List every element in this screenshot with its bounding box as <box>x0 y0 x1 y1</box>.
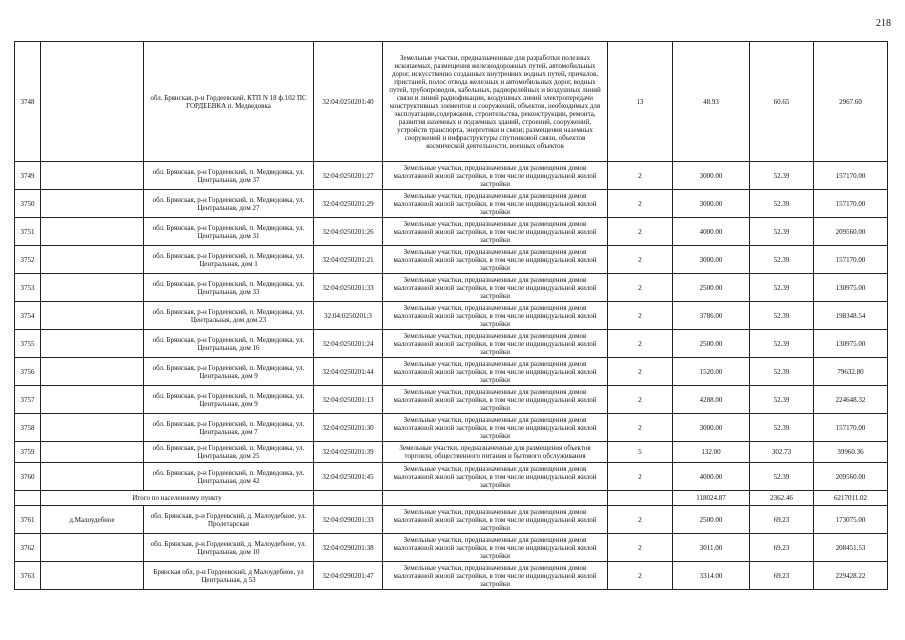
rate-cell: 52.39 <box>750 330 814 358</box>
cadastral-number-cell: 32:04:0250201:45 <box>314 463 383 491</box>
locality-cell <box>41 463 144 491</box>
cadastral-value-cell: 157170.00 <box>814 414 888 442</box>
locality-cell <box>41 414 144 442</box>
group-cell: 2 <box>608 463 673 491</box>
row-number: 3752 <box>15 246 41 274</box>
cadastral-value-cell: 2967.60 <box>814 42 888 162</box>
rate-cell: 52.39 <box>750 414 814 442</box>
row-number: 3750 <box>15 190 41 218</box>
total-empty-cell <box>383 491 608 506</box>
group-cell: 2 <box>608 190 673 218</box>
land-use-cell: Земельные участки, предназначенные для размещения домов малоэтажной жилой застройки, в том числе индивидуальной жилой застройки <box>383 218 608 246</box>
locality-cell <box>41 534 144 562</box>
cadastral-number-cell: 32:04:0250201:30 <box>314 414 383 442</box>
group-cell: 2 <box>608 274 673 302</box>
row-number: 3748 <box>15 42 41 162</box>
table-row <box>15 534 888 562</box>
area-cell: 3786.00 <box>673 302 750 330</box>
table-row <box>15 358 888 386</box>
group-cell: 2 <box>608 386 673 414</box>
area-cell: 3000.00 <box>673 414 750 442</box>
locality-cell <box>41 442 144 463</box>
rate-cell: 52.39 <box>750 162 814 190</box>
row-number: 3749 <box>15 162 41 190</box>
cadastral-value-cell: 229428.22 <box>814 562 888 590</box>
land-use-cell: Земельные участки, предназначенные для размещения домов малоэтажной жилой застройки, в том числе индивидуальной жилой застройки <box>383 190 608 218</box>
group-cell: 5 <box>608 442 673 463</box>
address-cell: обл. Брянская, р-н Гордеевский, п. Медведовка, ул. Центральная, дом 9 <box>144 386 314 414</box>
land-use-cell: Земельные участки, предназначенные для размещения домов малоэтажной жилой застройки, в том числе индивидуальной жилой застройки <box>383 246 608 274</box>
cadastral-value-cell: 157170.00 <box>814 190 888 218</box>
area-cell: 3000.00 <box>673 162 750 190</box>
row-number: 3758 <box>15 414 41 442</box>
total-value: 6217011.02 <box>814 491 888 506</box>
cadastral-number-cell: 32:04:0250201:26 <box>314 218 383 246</box>
group-cell: 13 <box>608 42 673 162</box>
table-row <box>15 302 888 330</box>
address-cell: обл. Брянская, р-н Гордеевский, п. Медведовка, ул. Центральная, дом 7 <box>144 414 314 442</box>
group-cell: 2 <box>608 414 673 442</box>
cadastral-value-cell: 209560.00 <box>814 218 888 246</box>
group-cell: 2 <box>608 302 673 330</box>
row-number: 3757 <box>15 386 41 414</box>
locality-cell <box>41 302 144 330</box>
group-cell: 2 <box>608 218 673 246</box>
table-row <box>15 562 888 590</box>
cadastral-number-cell: 32:04:0250201:13 <box>314 386 383 414</box>
total-row <box>15 491 888 506</box>
cadastral-value-cell: 157170.00 <box>814 162 888 190</box>
cadastral-value-cell: 39960.36 <box>814 442 888 463</box>
land-use-cell: Земельные участки, предназначенные для размещения домов малоэтажной жилой застройки, в том числе индивидуальной жилой застройки <box>383 330 608 358</box>
table-row <box>15 42 888 162</box>
area-cell: 132.00 <box>673 442 750 463</box>
cadastral-value-cell: 79632.80 <box>814 358 888 386</box>
locality-cell <box>41 218 144 246</box>
cadastral-value-cell: 224648.32 <box>814 386 888 414</box>
cadastral-number-cell: 32:04:0250201:29 <box>314 190 383 218</box>
table-row <box>15 190 888 218</box>
area-cell: 2500.00 <box>673 274 750 302</box>
locality-cell <box>41 330 144 358</box>
cadastral-number-cell: 32:04:0290201:47 <box>314 562 383 590</box>
rate-cell: 52.39 <box>750 463 814 491</box>
table-row <box>15 246 888 274</box>
total-area: 118024.87 <box>673 491 750 506</box>
row-number: 3755 <box>15 330 41 358</box>
land-use-cell: Земельные участки, предназначенные для размещения объектов торговли, общественного питания и бытового обслуживания <box>383 442 608 463</box>
address-cell: обл. Брянская, р-н Гордеевский, д. Малоудебное, ул. Пролетарская <box>144 506 314 534</box>
page-number: 218 <box>876 18 891 29</box>
total-empty-cell <box>15 491 41 506</box>
area-cell: 1520.00 <box>673 358 750 386</box>
table-row <box>15 463 888 491</box>
land-use-cell: Земельные участки, предназначенные для размещения домов малоэтажной жилой застройки, в том числе индивидуальной жилой застройки <box>383 386 608 414</box>
address-cell: обл. Брянская, р-н Гордеевский, п. Медведовка, ул. Центральная, дом 9 <box>144 358 314 386</box>
address-cell: обл. Брянская, р-н Гордеевский, п. Медведовка, ул. Центральная, дом 37 <box>144 162 314 190</box>
area-cell: 3000.00 <box>673 190 750 218</box>
address-cell: обл. Брянская, р-н Гордеевский, п. Медведовка, ул. Центральная, дом 16 <box>144 330 314 358</box>
locality-cell <box>41 562 144 590</box>
table-row <box>15 414 888 442</box>
locality-cell <box>41 162 144 190</box>
table-row <box>15 218 888 246</box>
cadastral-number-cell: 32:04:0290201:38 <box>314 534 383 562</box>
cadastral-number-cell: 32:04:0250201:21 <box>314 246 383 274</box>
row-number: 3756 <box>15 358 41 386</box>
rate-cell: 69.23 <box>750 534 814 562</box>
address-cell: обл. Брянская, р-н Гордеевский, п. Медведовка, ул. Центральная, дом 42 <box>144 463 314 491</box>
total-rate: 2362.46 <box>750 491 814 506</box>
land-use-cell: Земельные участки, предназначенные для размещения домов малоэтажной жилой застройки, в том числе индивидуальной жилой застройки <box>383 506 608 534</box>
table-row <box>15 274 888 302</box>
cadastral-value-cell: 173075.00 <box>814 506 888 534</box>
rate-cell: 60.65 <box>750 42 814 162</box>
area-cell: 2500.00 <box>673 330 750 358</box>
locality-cell <box>41 386 144 414</box>
cadastral-value-cell: 198348.54 <box>814 302 888 330</box>
table-row <box>15 162 888 190</box>
rate-cell: 52.39 <box>750 218 814 246</box>
cadastral-value-cell: 208451.53 <box>814 534 888 562</box>
area-cell: 3011.00 <box>673 534 750 562</box>
locality-cell <box>41 190 144 218</box>
row-number: 3762 <box>15 534 41 562</box>
land-use-cell: Земельные участки, предназначенные для размещения домов малоэтажной жилой застройки, в том числе индивидуальной жилой застройки <box>383 162 608 190</box>
rate-cell: 52.39 <box>750 358 814 386</box>
cadastral-value-cell: 130975.00 <box>814 274 888 302</box>
row-number: 3759 <box>15 442 41 463</box>
rate-cell: 52.39 <box>750 386 814 414</box>
land-use-cell: Земельные участки, предназначенные для размещения домов малоэтажной жилой застройки, в том числе индивидуальной жилой застройки <box>383 302 608 330</box>
cadastral-number-cell: 32:04:0250201:40 <box>314 42 383 162</box>
area-cell: 3314.00 <box>673 562 750 590</box>
table-row <box>15 330 888 358</box>
area-cell: 4288.00 <box>673 386 750 414</box>
group-cell: 2 <box>608 506 673 534</box>
table-row <box>15 506 888 534</box>
row-number: 3760 <box>15 463 41 491</box>
rate-cell: 69.23 <box>750 506 814 534</box>
address-cell: обл. Брянская, р-н Гордеевский, п. Медведовка, ул. Центральная, дом 33 <box>144 274 314 302</box>
address-cell: обл. Брянская, р-н Гордеевский, КТП N 18 ф.102 ПС ГОРДЕЕВКА п. Медведовка <box>144 42 314 162</box>
area-cell: 4000.00 <box>673 218 750 246</box>
land-use-cell: Земельные участки, предназначенные для размещения домов малоэтажной жилой застройки, в том числе индивидуальной жилой застройки <box>383 534 608 562</box>
cadastral-value-cell: 130975.00 <box>814 330 888 358</box>
total-empty-cell <box>608 491 673 506</box>
cadastral-number-cell: 32:04:0250201:3 <box>314 302 383 330</box>
row-number: 3754 <box>15 302 41 330</box>
cadastral-number-cell: 32:04:0250201:24 <box>314 330 383 358</box>
area-cell: 3000.00 <box>673 246 750 274</box>
land-use-cell: Земельные участки, предназначенные для размещения домов малоэтажной жилой застройки, в том числе индивидуальной жилой застройки <box>383 463 608 491</box>
rate-cell: 69.23 <box>750 562 814 590</box>
row-number: 3753 <box>15 274 41 302</box>
group-cell: 2 <box>608 330 673 358</box>
address-cell: обл. Брянская, р-н Гордеевский, п. Медведовка, ул. Центральная, дом 27 <box>144 190 314 218</box>
cadastral-number-cell: 32:04:0290201:33 <box>314 506 383 534</box>
table-body <box>15 42 888 590</box>
address-cell: обл. Брянская, р-н Гордеевский, п. Медведовка, ул. Центральная, дом дом 23 <box>144 302 314 330</box>
cadastral-value-cell: 209560.00 <box>814 463 888 491</box>
cadastral-number-cell: 32:04:0250201:44 <box>314 358 383 386</box>
table-row <box>15 386 888 414</box>
rate-cell: 52.39 <box>750 302 814 330</box>
row-number: 3763 <box>15 562 41 590</box>
locality-cell <box>41 42 144 162</box>
area-cell: 2500.00 <box>673 506 750 534</box>
locality-cell <box>41 246 144 274</box>
area-cell: 4000.00 <box>673 463 750 491</box>
land-use-cell: Земельные участки, предназначенные для разработки полезных ископаемых, размещения железнодорожных путей, автомобильных дорог, искусственно созданных внутренних водных путей, причалов, пристаней, полос отвода железных и автомобильных дорог, водных путей, трубопроводов, кабельных, радиорелейных и воздушных линий связи и линий радиофикации, воздушных линий электропередачи конструктивных элементов и сооружений, объектов, необходимых для эксплуатации,содержания, строительства, реконструкции, ремонта, развития наземных и подземных зданий, строений, сооружений, устройств транспорта, энергетики и связи; размещения наземных сооружений и инфраструктуры спутниковой связи, объектов космической деятельности, военных объектов <box>383 42 608 162</box>
group-cell: 2 <box>608 534 673 562</box>
group-cell: 2 <box>608 246 673 274</box>
cadastral-value-table <box>14 41 888 590</box>
area-cell: 48.93 <box>673 42 750 162</box>
address-cell: Брянская обл, р-н Гордеевский, д Малоудебное, ул Центральная, д 53 <box>144 562 314 590</box>
group-cell: 2 <box>608 358 673 386</box>
cadastral-number-cell: 32:04:0250201:39 <box>314 442 383 463</box>
total-empty-cell <box>314 491 383 506</box>
address-cell: обл. Брянская, р-н Гордеевский, п. Медведовка, ул. Центральная, дом 1 <box>144 246 314 274</box>
cadastral-number-cell: 32:04:0250201:27 <box>314 162 383 190</box>
address-cell: обл. Брянская, р-н Гордеевский, п. Медведовка, ул. Центральная, дом 31 <box>144 218 314 246</box>
locality-cell <box>41 358 144 386</box>
group-cell: 2 <box>608 162 673 190</box>
rate-cell: 302.73 <box>750 442 814 463</box>
address-cell: обл. Брянская, р-н Гордеевский, п. Медведовка, ул. Центральная, дом 25 <box>144 442 314 463</box>
total-label: Итого по населенному пункту <box>41 491 314 506</box>
land-use-cell: Земельные участки, предназначенные для размещения домов малоэтажной жилой застройки, в том числе индивидуальной жилой застройки <box>383 562 608 590</box>
table-row <box>15 442 888 463</box>
rate-cell: 52.39 <box>750 190 814 218</box>
locality-cell: д.Малоудебное <box>41 506 144 534</box>
land-use-cell: Земельные участки, предназначенные для размещения домов малоэтажной жилой застройки, в том числе индивидуальной жилой застройки <box>383 414 608 442</box>
land-use-cell: Земельные участки, предназначенные для размещения домов малоэтажной жилой застройки, в том числе индивидуальной жилой застройки <box>383 274 608 302</box>
cadastral-value-cell: 157170.00 <box>814 246 888 274</box>
row-number: 3751 <box>15 218 41 246</box>
cadastral-number-cell: 32:04:0250201:33 <box>314 274 383 302</box>
group-cell: 2 <box>608 562 673 590</box>
locality-cell <box>41 274 144 302</box>
rate-cell: 52.39 <box>750 246 814 274</box>
address-cell: обл. Брянская, р-н Гордеевский, д. Малоудебное, ул. Центральная, дом 10 <box>144 534 314 562</box>
rate-cell: 52.39 <box>750 274 814 302</box>
land-use-cell: Земельные участки, предназначенные для размещения домов малоэтажной жилой застройки, в том числе индивидуальной жилой застройки <box>383 358 608 386</box>
row-number: 3761 <box>15 506 41 534</box>
